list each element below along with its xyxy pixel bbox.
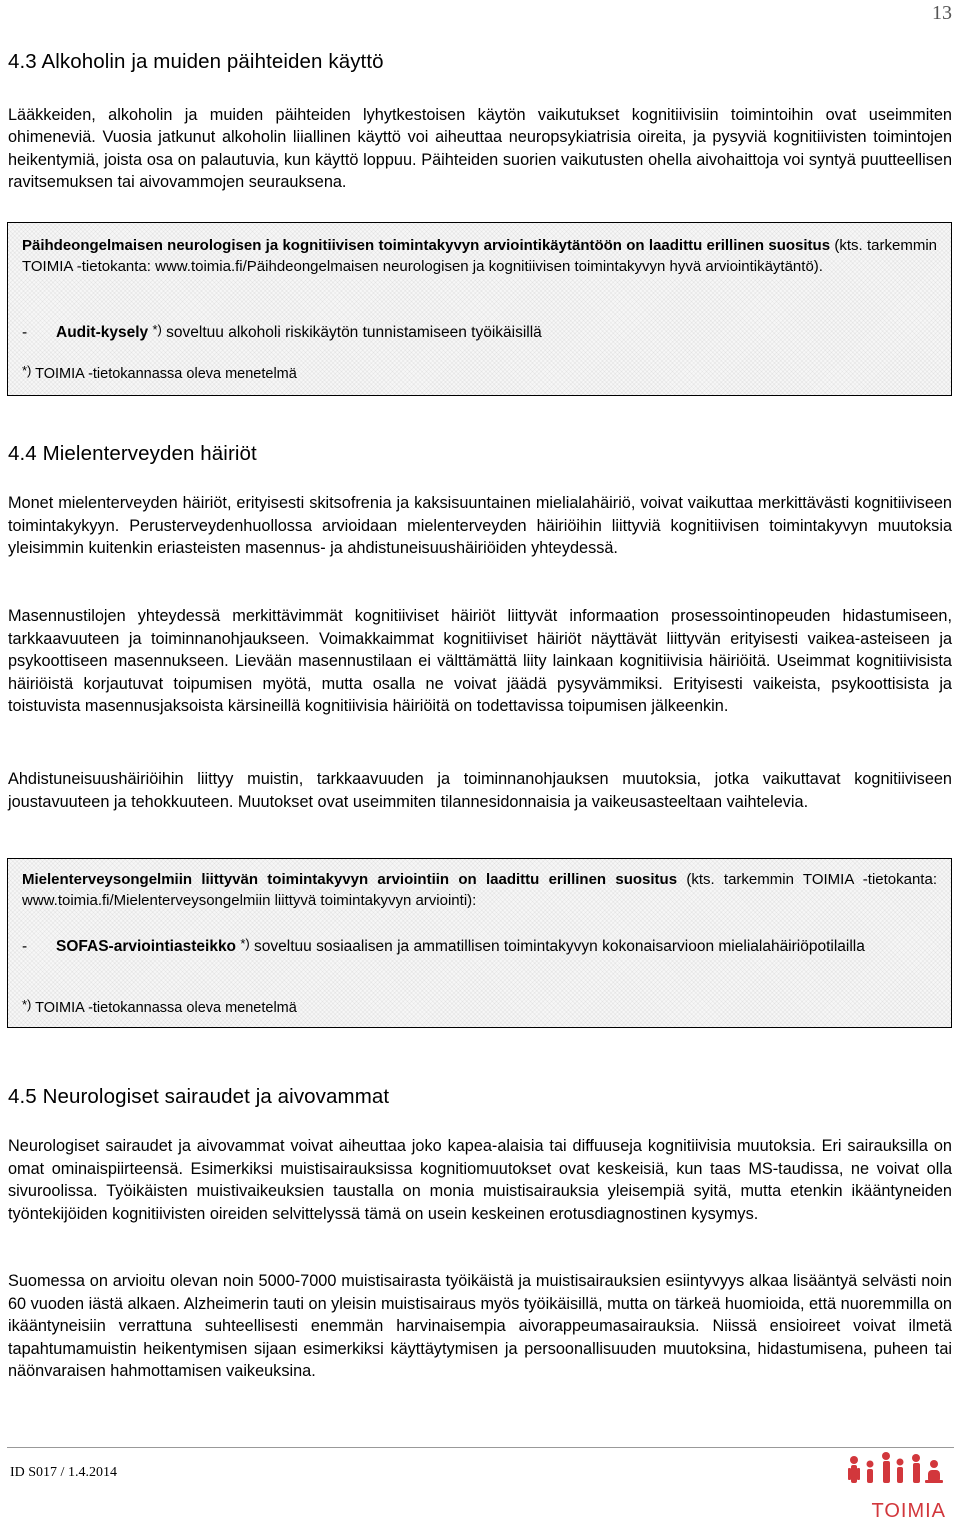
recommendation-box-substance (7, 222, 952, 396)
toimia-logo-text: TOIMIA (871, 1500, 946, 1522)
recommendation-box-mental-health (7, 858, 952, 1028)
section-paragraph: Neurologiset sairaudet ja aivovammat voivat aiheuttaa joko kapea-alaisia tai diffuuseja kognitiivisia muutoksia. Eri sairauksilla on omat ominaispiirteensä. Esimerkiksi muistisairauksissa kognitiomuutokset ovat keskeisiä, kun taas MS-taudissa, ne voivat olla sivuroolissa. Työikäisten muistivaikeuksien taustalla on monia muistisairauksia yleisempiä syitä, mutta etenkin ikääntyneiden työntekijöiden kognitiivisten oireiden selvittelyssä tämä on usein keskeinen erotusdiagnostinen kysymys. (8, 1137, 952, 1223)
toimia-logo-figures (848, 1452, 943, 1483)
box-intro-bold: Mielenterveysongelmiin liittyvän toimintakyvyn arviointiin on laadittu erillinen suositus (22, 871, 678, 888)
box-footnote (22, 995, 297, 1018)
footnote-marker: *) (240, 936, 250, 951)
footer-document-id: ID S017 / 1.4.2014 (10, 1465, 117, 1480)
section-paragraph: Ahdistuneisuushäiriöihin liittyy muistin, tarkkaavuuden ja toiminnanohjauksen muutoksia, jotka vaikuttavat kognitiiviseen joustavuuteen ja tehokkuuteen. Muutokset ovat useimmiten tilannesidonnaisia ja vaikeusasteeltaan vaihtelevia. (8, 770, 952, 811)
method-name: Audit-kysely (56, 324, 149, 341)
method-description: soveltuu sosiaalisen ja ammatillisen toimintakyvyn kokonaisarvioon mielialahäiriöpotilailla (249, 938, 865, 955)
section-heading-4-5: 4.5 Neurologiset sairaudet ja aivovammat (8, 1085, 390, 1108)
list-dash: - (22, 324, 28, 341)
box-intro-rest: (kts. tarkemmin TOIMIA -tietokanta: www.toimia.fi/Päihdeongelmaisen neurologisen ja kognitiivisen toimintakyvyn hyvä arviointikäytäntö). (22, 237, 937, 276)
section-heading-4-3: 4.3 Alkoholin ja muiden päihteiden käyttö (8, 50, 384, 73)
section-paragraph: Suomessa on arvioitu olevan noin 5000-7000 muistisairasta työikäistä ja muistisairauksien esiintyvyys alkaa lisääntyä selvästi noin 60 vuoden iästä alkaen. Alzheimerin tauti on yleisin muistisairaus myös työikäisillä, mutta on tärkeä huomioida, että nuoremmilla on ikääntyneisiin verrattuna suhteellisesti enemmän harvinaisempia aivorappeumasairauksia. Niissä ensioireet voivat ilmetä tapahtumamuistin heikentymisen sijaan esimerkiksi käyttäytymisen ja persoonallisuuden muutoksina, hidastumisena, puheen tai näönvaraisen hahmottamisen vaikeuksina. (8, 1272, 952, 1381)
footnote-text: TOIMIA -tietokannassa oleva menetelmä (31, 1000, 297, 1016)
footer-divider (7, 1447, 954, 1448)
section-heading-4-4: 4.4 Mielenterveyden häiriöt (8, 442, 257, 465)
box-footnote (22, 361, 297, 384)
box-intro-bold: Päihdeongelmaisen neurologisen ja kognitiivisen toimintakyvyn arviointikäytäntöön on laadittu erillinen suositus (22, 237, 831, 254)
page-number: 13 (932, 2, 952, 24)
footnote-marker: *) (22, 997, 32, 1012)
box-intro-rest: (kts. tarkemmin TOIMIA -tietokanta: www.toimia.fi/Mielenterveysongelmiin liittyvä toimintakyvyn arviointi): (22, 871, 937, 910)
method-description: soveltuu alkoholi riskikäytön tunnistamiseen työikäisillä (161, 324, 542, 341)
box-intro (22, 235, 937, 277)
section-paragraph: Monet mielenterveyden häiriöt, erityisesti skitsofrenia ja kaksisuuntainen mielialahäiriö, voivat vaikuttaa merkittävästi kognitiiviseen toimintakykyyn. Perusterveydenhuollossa arvioidaan mielenterveyden häiriöihin liittyviä kognitiivisen toimintakyvyn muutoksia yleisimmin kuitenkin eriasteisten masennus- ja ahdistuneisuushäiriöiden yhteydessä. (8, 494, 952, 558)
box-method-item (22, 933, 937, 957)
box-method-item (22, 319, 937, 343)
footnote-text: TOIMIA -tietokannassa oleva menetelmä (31, 366, 297, 382)
section-paragraph: Lääkkeiden, alkoholin ja muiden päihteiden lyhytkestoisen käytön vaikutukset kognitiivisiin toimintoihin ovat useimmiten ohimeneviä. Vuosia jatkunut alkoholin liiallinen käyttö voi aiheuttaa neuropsykiatrisia oireita, ja pysyviä kognitiivisten toimintojen heikentymiä, joista osa on palautuvia, kun käyttö loppuu. Päihteiden suorien vaikutusten ohella aivohaittoja voi syntyä puutteellisen ravitsemuksen tai aivovammojen seurauksena. (8, 106, 952, 192)
box-intro (22, 869, 937, 911)
footnote-marker: *) (22, 363, 32, 378)
footnote-marker: *) (152, 322, 162, 337)
section-paragraph: Masennustilojen yhteydessä merkittävimmät kognitiiviset häiriöt liittyvät informaation prosessointinopeuden hidastumiseen, tarkkaavuuteen ja toiminnanohjaukseen. Voimakkaimmat kognitiiviset häiriöt näyttävät liittyvän erityisesti vaikea-asteiseen ja psykoottiseen masennukseen. Lievään masennustilaan ei välttämättä liity lainkaan kognitiivisia häiriöitä. Useimmat kognitiivisista häiriöistä korjautuvat toipumisen myötä, mutta osalla ne voivat jäädä pysyvämmiksi. Erityisesti vaikeista, psykoottisista ja toistuvista masennusjaksoista kärsineillä kognitiivisia häiriöitä on todettavissa toipumisen jälkeenkin. (8, 607, 952, 716)
method-name: SOFAS-arviointiasteikko (56, 938, 237, 955)
list-dash: - (22, 938, 28, 955)
